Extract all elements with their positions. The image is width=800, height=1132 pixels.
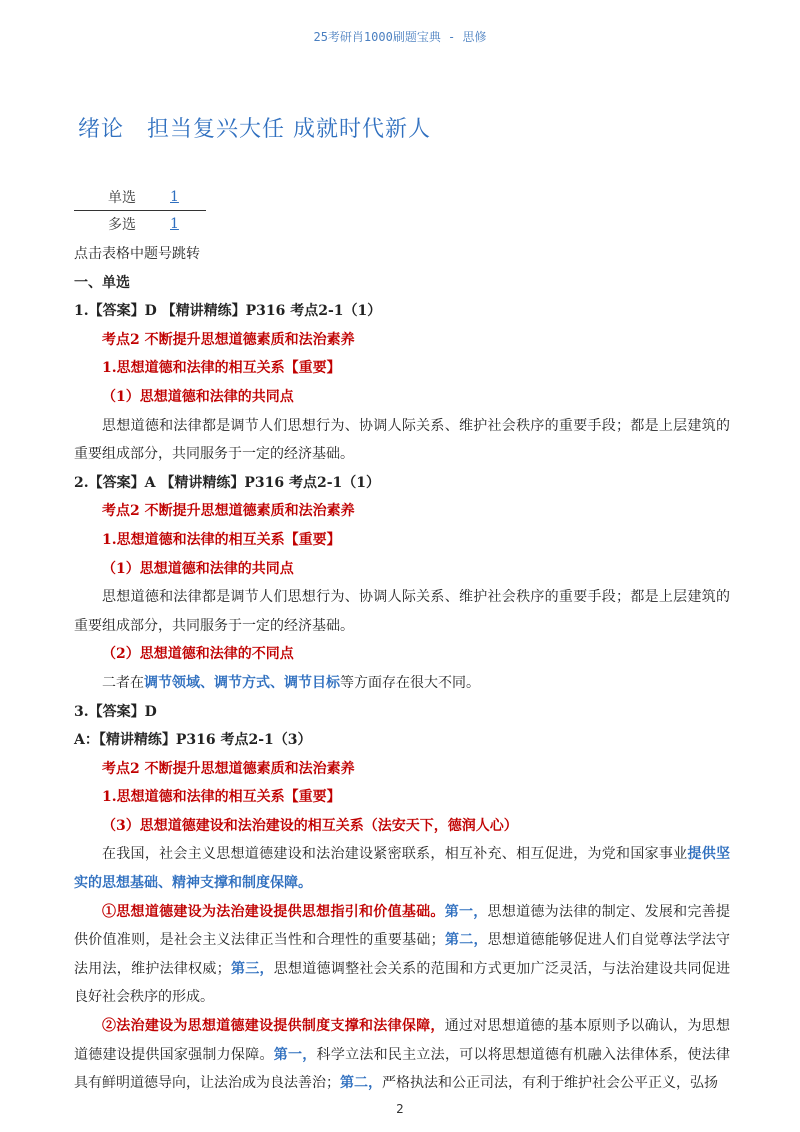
q1-point: （1）思想道德和法律的共同点 — [102, 388, 294, 405]
jump-hint: 点击表格中题号跳转 — [74, 246, 200, 262]
q3-p3-text1: 科学立法和民主立法，可以将思想道德有机融入法律体系，使法律具有鲜明道德导向，让法治成为良法善治； — [74, 1046, 731, 1092]
q2-para2-post: 等方面存在很大不同。 — [340, 674, 480, 691]
chapter-title: 绪论 担当复兴大任 成就时代新人 — [78, 117, 431, 142]
q2-point-1: （1）思想道德和法律的共同点 — [102, 560, 294, 577]
question-index-table — [74, 184, 206, 237]
q1-answer-line: 1.【答案】D 【精讲精练】P316 考点2-1（1） — [74, 303, 382, 320]
q2-subheading: 1.思想道德和法律的相互关系【重要】 — [102, 531, 341, 548]
index-label-multi: 多选 — [108, 217, 136, 233]
q2-answer-line: 2.【答案】A 【精讲精练】P316 考点2-1（1） — [74, 474, 381, 491]
q3-answer-line: 3.【答案】D — [74, 703, 157, 720]
index-label-single: 单选 — [108, 190, 136, 206]
q1-explanation: 思想道德和法律都是调节人们思想行为、协调人际关系、维护社会秩序的重要手段；都是上层建筑的重要组成部分，共同服务于一定的经济基础。 — [74, 417, 730, 463]
q3-option-a-line: A：【精讲精练】P316 考点2-1（3） — [74, 732, 312, 749]
q3-p3-second: 第二， — [340, 1075, 382, 1092]
q3-p2-first: 第一， — [444, 903, 488, 920]
q3-p2-text3: 思想道德调整社会关系的范围和方式更加广泛灵活，与法治建设共同促进良好社会秩序的形成。 — [74, 960, 731, 1006]
q1-kaodian: 考点2 不断提升思想道德素质和法治素养 — [102, 331, 355, 348]
q3-p2-red: ①思想道德建设为法治建设提供思想指引和价值基础。 — [102, 903, 445, 920]
q2-para2-highlight: 调节领域、调节方式、调节目标 — [144, 674, 340, 691]
q3-paragraph-3 — [74, 1012, 730, 1098]
q2-para2-pre: 二者在 — [102, 674, 144, 691]
section-heading-single: 一、单选 — [74, 274, 130, 291]
q3-p2-text2: 思想道德能够促进人们自觉尊法学法守法用法，维护法律权威； — [74, 932, 731, 977]
index-row-multi — [74, 211, 206, 237]
q3-point: （3）思想道德建设和法治建设的相互关系（法安天下，德润人心） — [102, 817, 518, 834]
q1-subheading: 1.思想道德和法律的相互关系【重要】 — [102, 360, 341, 377]
q2-explanation-1: 思想道德和法律都是调节人们思想行为、协调人际关系、维护社会秩序的重要手段；都是上层建筑的重要组成部分，共同服务于一定的经济基础。 — [74, 589, 730, 634]
q2-kaodian: 考点2 不断提升思想道德素质和法治素养 — [102, 503, 355, 520]
q3-p3-text2: 严格执法和公正司法，有利于维护社会公平正义，弘扬 — [382, 1075, 718, 1092]
q3-p2-text1: 思想道德为法律的制定、发展和完善提供价值准则，是社会主义法律正当性和合理性的重要基础； — [74, 903, 731, 949]
index-link-single-1[interactable]: 1 — [170, 189, 179, 205]
q3-p1-highlight: 提供坚实的思想基础、精神支撑和制度保障。 — [74, 846, 731, 892]
q3-paragraph-1 — [74, 840, 730, 897]
q3-p3-first: 第一， — [273, 1046, 317, 1063]
index-row-single — [74, 184, 206, 211]
q3-p2-second: 第二， — [444, 932, 488, 949]
q2-explanation-2 — [74, 669, 730, 698]
page-header: 25考研肖1000刷题宝典 - 思修 — [313, 30, 487, 44]
page-number: 2 — [396, 1102, 404, 1116]
q2-point-2: （2）思想道德和法律的不同点 — [102, 646, 294, 663]
q3-p2-third: 第三， — [230, 960, 274, 977]
q3-p1-text: 在我国，社会主义思想道德建设和法治建设紧密联系，相互补充、相互促进，为党和国家事业 — [102, 846, 688, 863]
q3-p3-text0: 通过对思想道德的基本原则予以确认，为思想道德建设提供国家强制力保障。 — [74, 1018, 731, 1063]
q3-p3-red: ②法治建设为思想道德建设提供制度支撑和法律保障， — [102, 1018, 445, 1035]
document-body — [74, 240, 730, 1098]
q3-subheading: 1.思想道德和法律的相互关系【重要】 — [102, 789, 341, 806]
q3-kaodian: 考点2 不断提升思想道德素质和法治素养 — [102, 760, 355, 777]
index-link-multi-1[interactable]: 1 — [170, 216, 179, 232]
q3-paragraph-2 — [74, 898, 730, 1012]
